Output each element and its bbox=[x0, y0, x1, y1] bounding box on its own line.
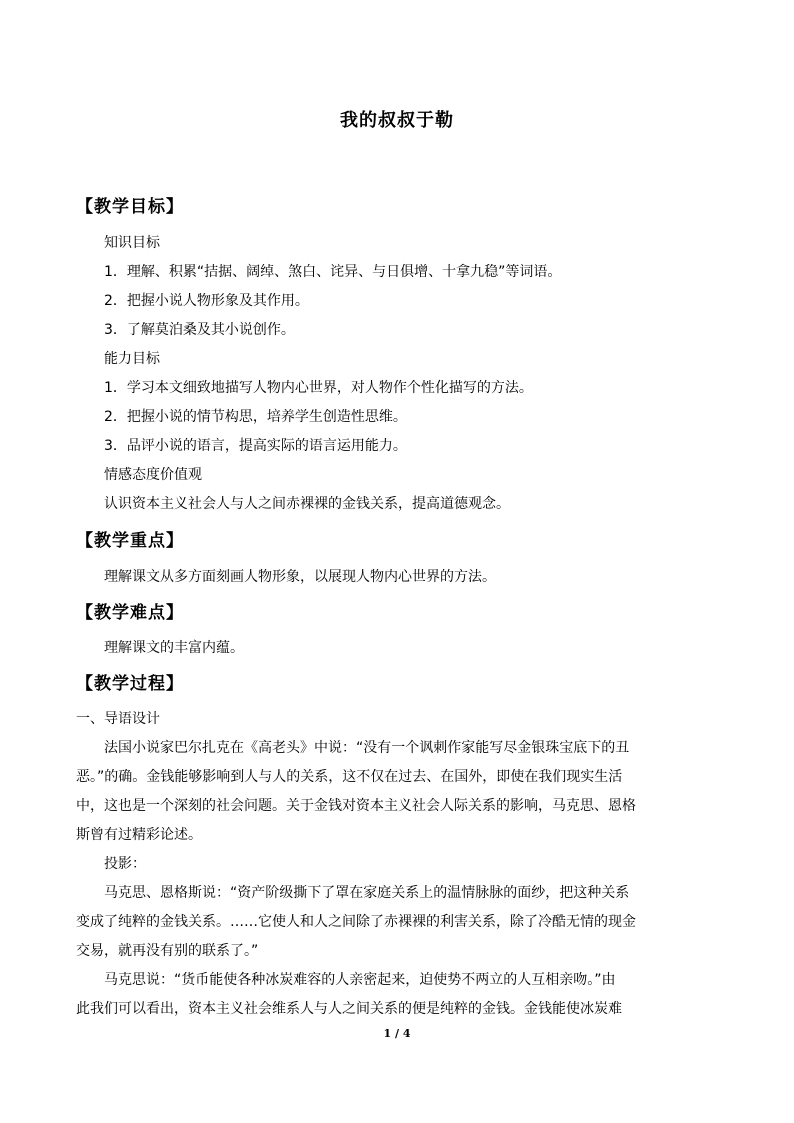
teaching-goals-heading: 【教学目标】 bbox=[76, 197, 184, 217]
paragraph-line: 变成了纯粹的金钱关系。……它使人和人之间除了赤裸裸的利害关系，除了冷酷无情的现金 bbox=[76, 914, 636, 930]
knowledge-item: 2．把握小说人物形象及其作用。 bbox=[104, 293, 309, 309]
paragraph-line: 交易，就再没有别的联系了。” bbox=[76, 943, 259, 959]
ability-goals-label: 能力目标 bbox=[104, 351, 160, 367]
paragraph-line: 马克思、恩格斯说：“资产阶级撕下了罩在家庭关系上的温情脉脉的面纱，把这种关系 bbox=[104, 885, 630, 901]
paragraph-line: 中，这也是一个深刻的社会问题。关于金钱对资本主义社会人际关系的影响，马克思、恩格 bbox=[76, 798, 636, 814]
paragraph-line: 恶。”的确。金钱能够影响到人与人的关系，这不仅在过去、在国外，即使在我们现实生活 bbox=[76, 769, 623, 785]
difficulties-text: 理解课文的丰富内蕴。 bbox=[104, 640, 244, 656]
page-number: 1 / 4 bbox=[383, 1027, 411, 1040]
ability-item: 3．品评小说的语言，提高实际的语言运用能力。 bbox=[104, 438, 407, 454]
knowledge-item: 1．理解、积累“拮据、阔绰、煞白、诧异、与日俱增、十拿九稳”等词语。 bbox=[104, 264, 562, 280]
emotion-goals-label: 情感态度价值观 bbox=[104, 467, 202, 483]
ability-item: 1．学习本文细致地描写人物内心世界，对人物作个性化描写的方法。 bbox=[104, 380, 533, 396]
knowledge-goals-label: 知识目标 bbox=[104, 235, 160, 251]
document-title: 我的叔叔于勒 bbox=[340, 110, 454, 131]
key-points-text: 理解课文从多方面刻画人物形象，以展现人物内心世界的方法。 bbox=[104, 569, 496, 585]
intro-design-label: 一、导语设计 bbox=[76, 711, 160, 727]
paragraph-line: 斯曾有过精彩论述。 bbox=[76, 827, 202, 843]
paragraph-line: 马克思说：“货币能使各种冰炭难容的人亲密起来，迫使势不两立的人互相亲吻。”由 bbox=[104, 972, 616, 988]
paragraph-line: 此我们可以看出，资本主义社会维系人与人之间关系的便是纯粹的金钱。金钱能使冰炭难 bbox=[76, 1001, 622, 1017]
ability-item: 2．把握小说的情节构思，培养学生创造性思维。 bbox=[104, 409, 407, 425]
emotion-goals-text: 认识资本主义社会人与人之间赤裸裸的金钱关系，提高道德观念。 bbox=[104, 496, 510, 512]
teaching-difficulties-heading: 【教学难点】 bbox=[76, 603, 184, 623]
teaching-key-points-heading: 【教学重点】 bbox=[76, 531, 184, 551]
paragraph-line: 法国小说家巴尔扎克在《高老头》中说：“没有一个讽刺作家能写尽金银珠宝底下的丑 bbox=[104, 740, 630, 756]
teaching-process-heading: 【教学过程】 bbox=[76, 674, 184, 694]
projection-label: 投影： bbox=[104, 856, 146, 872]
knowledge-item: 3．了解莫泊桑及其小说创作。 bbox=[104, 322, 295, 338]
